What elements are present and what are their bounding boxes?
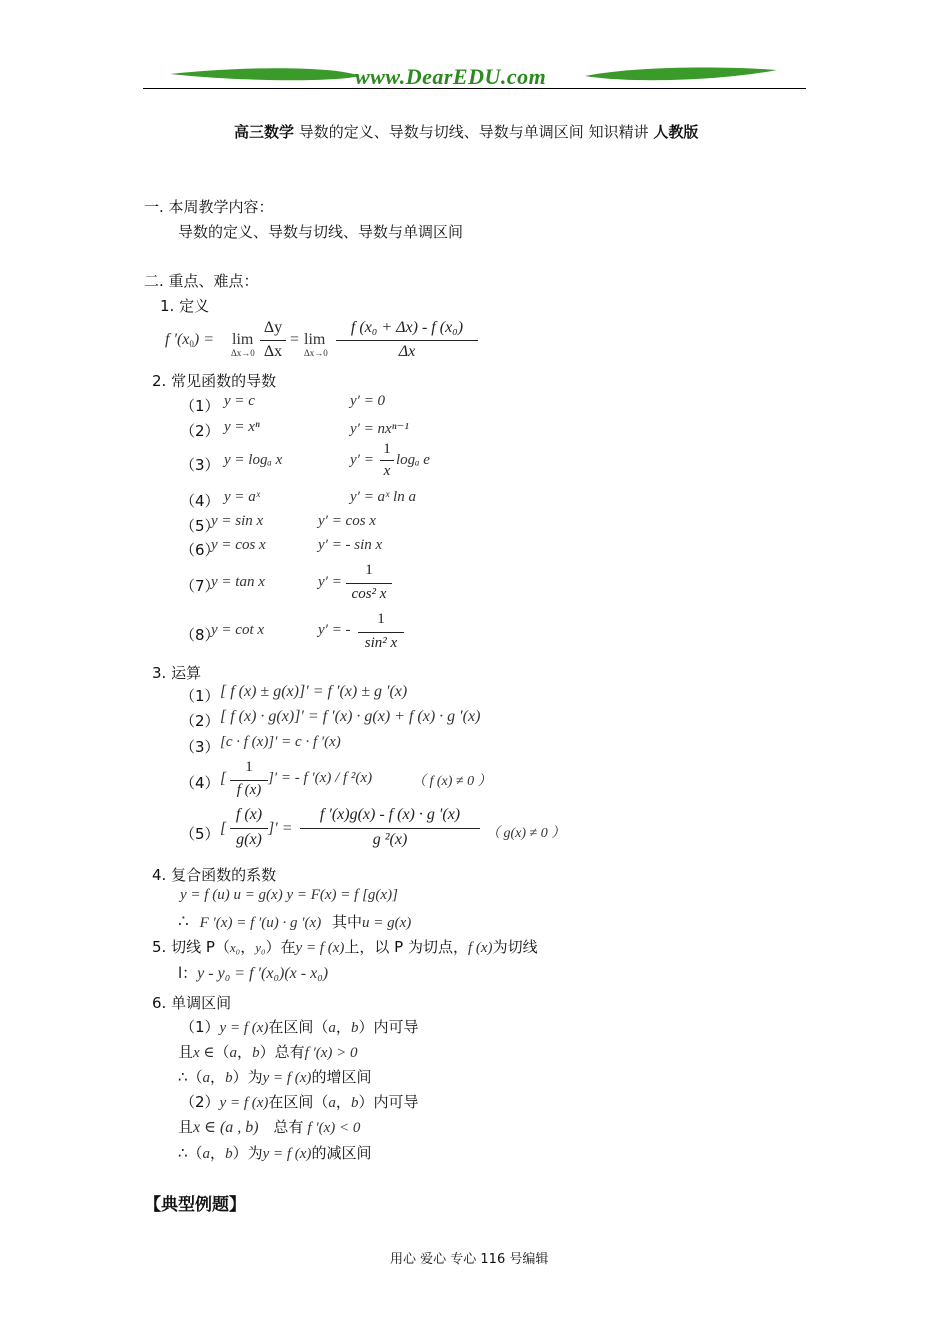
mono-line5: 且x ∈ (a , b) 总有 f ′(x) < 0 [178, 1118, 361, 1136]
tangent-equation: l：y - y₀ = f ′(x₀)(x - x₀) [178, 964, 329, 982]
title-topic: 导数的定义、导数与切线、导数与单调区间 知识精讲 [298, 123, 649, 141]
title-edition: 人教版 [653, 123, 699, 141]
composite-line1: y = f (u) u = g(x) y = F(x) = f [g(x)] [180, 887, 398, 903]
mono-line1: （1）y = f (x)在区间（a，b）内可导 [180, 1018, 419, 1036]
mono-line3: ∴（a，b）为y = f (x)的增区间 [178, 1068, 372, 1086]
section2-heading: 二. 重点、难点： [144, 272, 259, 290]
logo-text: www.DearEDU.com [355, 64, 547, 89]
mono-line6: ∴（a，b）为y = f (x)的减区间 [178, 1144, 372, 1162]
mono-label: 6. 单调区间 [152, 994, 232, 1012]
section1-heading: 一. 本周教学内容： [144, 198, 274, 216]
title-subject: 高三数学 [234, 123, 295, 141]
mono-line4: （2）y = f (x)在区间（a，b）内可导 [180, 1093, 419, 1111]
header-rule [143, 88, 806, 89]
examples-heading: 【典型例题】 [144, 1195, 246, 1215]
ops-label: 3. 运算 [152, 664, 202, 682]
section1-content: 导数的定义、导数与切线、导数与单调区间 [178, 223, 464, 241]
mono-line2: 且x ∈（a，b）总有f ′(x) > 0 [178, 1043, 358, 1061]
page-footer: 用心 爱心 专心 116 号编辑 [390, 1252, 549, 1267]
def-label: 1. 定义 [160, 297, 210, 315]
composite-line2: ∴ F ′(x) = f ′(u) · g ′(x) 其中u = g(x) [178, 912, 412, 931]
composite-label: 4. 复合函数的系数 [152, 866, 277, 884]
derivs-label: 2. 常见函数的导数 [152, 372, 277, 390]
tangent-line: 5. 切线 P（x₀，y₀）在y = f (x)上，以 P 为切点，f (x)为切线 [152, 938, 538, 956]
page-title [234, 121, 698, 142]
